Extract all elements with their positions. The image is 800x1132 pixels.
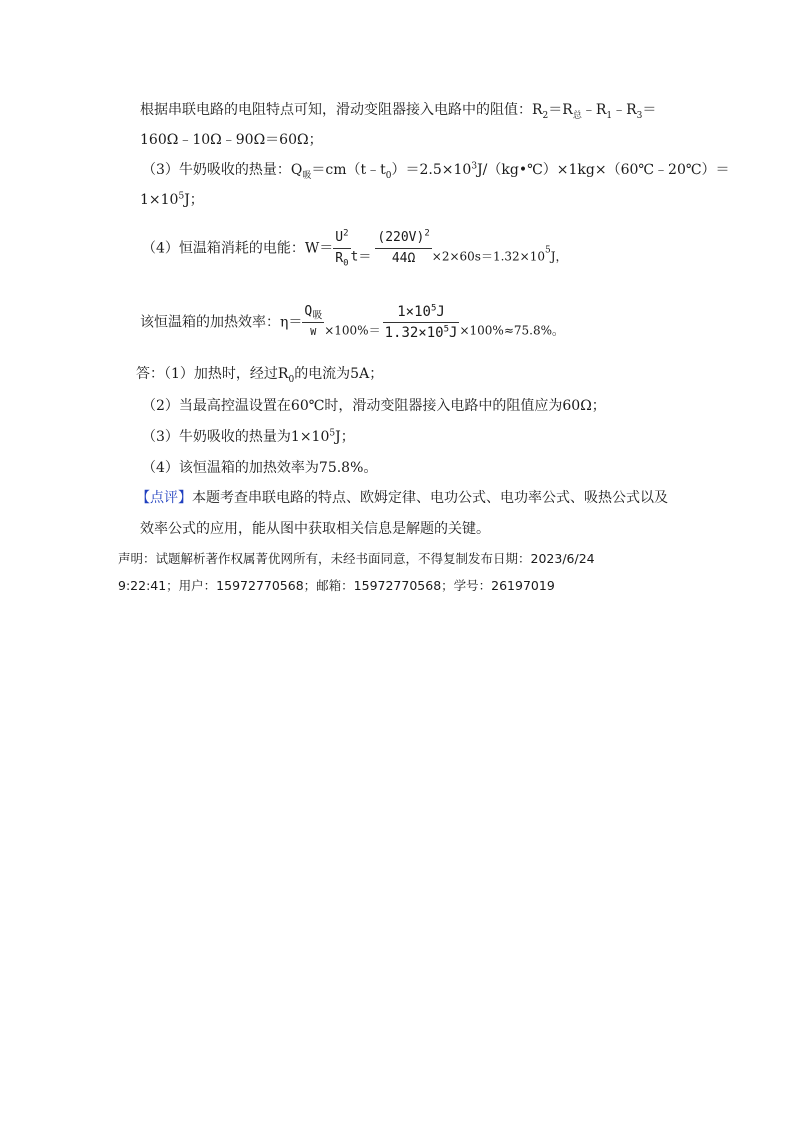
text: J/（kg•℃）×1kg×（60℃﹣20℃）＝ — [477, 162, 730, 178]
sub: 总 — [572, 110, 582, 121]
sub: 0 — [385, 170, 392, 181]
sub: 吸 — [302, 170, 312, 181]
answer-1 — [136, 364, 383, 384]
sub: 1 — [606, 110, 613, 121]
fraction-u2-r0 — [333, 228, 350, 269]
sup: 3 — [471, 161, 478, 172]
text: J； — [335, 429, 355, 445]
text: ﹣R — [612, 102, 637, 118]
fraction-voltage — [375, 228, 431, 269]
text: 1.32×10 — [384, 325, 444, 341]
sub: 吸 — [312, 310, 323, 322]
comment-line-1 — [136, 488, 668, 508]
text: （4）恒温箱消耗的电能：W＝ — [142, 240, 334, 257]
text: (220V) — [377, 230, 425, 245]
sup: 2 — [424, 228, 430, 239]
footer-line-1: 声明：试题解析著作权属菁优网所有，未经书面同意，不得复制发布日期：2023/6/24 — [118, 551, 595, 566]
text: ）＝2.5×10 — [391, 162, 472, 178]
sub: 0 — [288, 374, 295, 385]
num — [383, 302, 460, 323]
text: ＝R — [548, 102, 573, 118]
text: J； — [184, 192, 204, 208]
sub: 0 — [343, 258, 349, 269]
heat-line — [142, 160, 730, 180]
num — [375, 228, 431, 249]
text: ×2×60s＝1.32×10 — [431, 249, 545, 264]
text: （3）牛奶吸收的热量为1×10 — [142, 429, 330, 445]
num — [333, 228, 350, 249]
num — [302, 302, 324, 323]
sup: 5 — [430, 303, 437, 314]
comment-line-2: 效率公式的应用，能从图中获取相关信息是解题的关键。 — [140, 521, 490, 537]
energy-line — [142, 228, 568, 269]
answer-4: （4）该恒温箱的加热效率为75.8%。 — [142, 460, 378, 476]
sup: 5 — [329, 428, 336, 439]
sup: 5 — [443, 324, 450, 335]
den — [383, 323, 460, 343]
text: J — [449, 325, 458, 341]
sup: 5 — [544, 245, 551, 256]
text: （3）牛奶吸收的热量：Q — [142, 162, 303, 178]
sub: 2 — [542, 110, 549, 121]
text: 1×10 — [397, 304, 431, 320]
text: 1×10 — [140, 192, 179, 208]
text: 的电流为5A； — [294, 366, 384, 382]
text: 答：（1）加热时，经过R — [136, 366, 289, 382]
text: ＝ — [642, 102, 657, 118]
text: ＝cm（t﹣t — [311, 162, 386, 178]
answer-3 — [142, 427, 355, 447]
text: t＝ — [350, 249, 372, 265]
sub: 3 — [636, 110, 643, 121]
text: ×100%＝ — [324, 323, 381, 338]
text: ×100%≈75.8%。 — [459, 323, 565, 338]
den: W — [310, 327, 317, 338]
text: Q — [304, 304, 313, 319]
answer-2: （2）当最高控温设置在60℃时，滑动变阻器接入电路中的阻值应为60Ω； — [142, 398, 606, 414]
efficiency-line — [140, 302, 564, 343]
text: J — [436, 304, 445, 320]
text: 该恒温箱的加热效率：η＝ — [140, 314, 303, 331]
text: J， — [550, 249, 568, 264]
den — [333, 249, 350, 269]
comment-tag: 【点评】 — [136, 490, 192, 506]
text: R — [335, 251, 344, 266]
fraction-energy — [383, 302, 460, 343]
heat-result — [140, 190, 204, 210]
resistance-text: 根据串联电路的电阻特点可知，滑动变阻器接入电路中的阻值：R — [140, 102, 543, 118]
sup: 5 — [178, 191, 185, 202]
sup: 2 — [343, 228, 349, 239]
fraction-q-w — [302, 302, 324, 343]
text: ﹣R — [581, 102, 607, 118]
resistance-result: 160Ω﹣10Ω﹣90Ω＝60Ω； — [140, 132, 323, 148]
den: 44Ω — [391, 251, 416, 266]
resistance-line — [140, 100, 656, 120]
footer-line-2: 9:22:41；用户：15972770568；邮箱：15972770568；学号：26197019 — [118, 578, 555, 593]
text: U — [335, 230, 344, 245]
text: 本题考查串联电路的特点、欧姆定律、电功公式、电功率公式、吸热公式以及 — [192, 490, 668, 506]
